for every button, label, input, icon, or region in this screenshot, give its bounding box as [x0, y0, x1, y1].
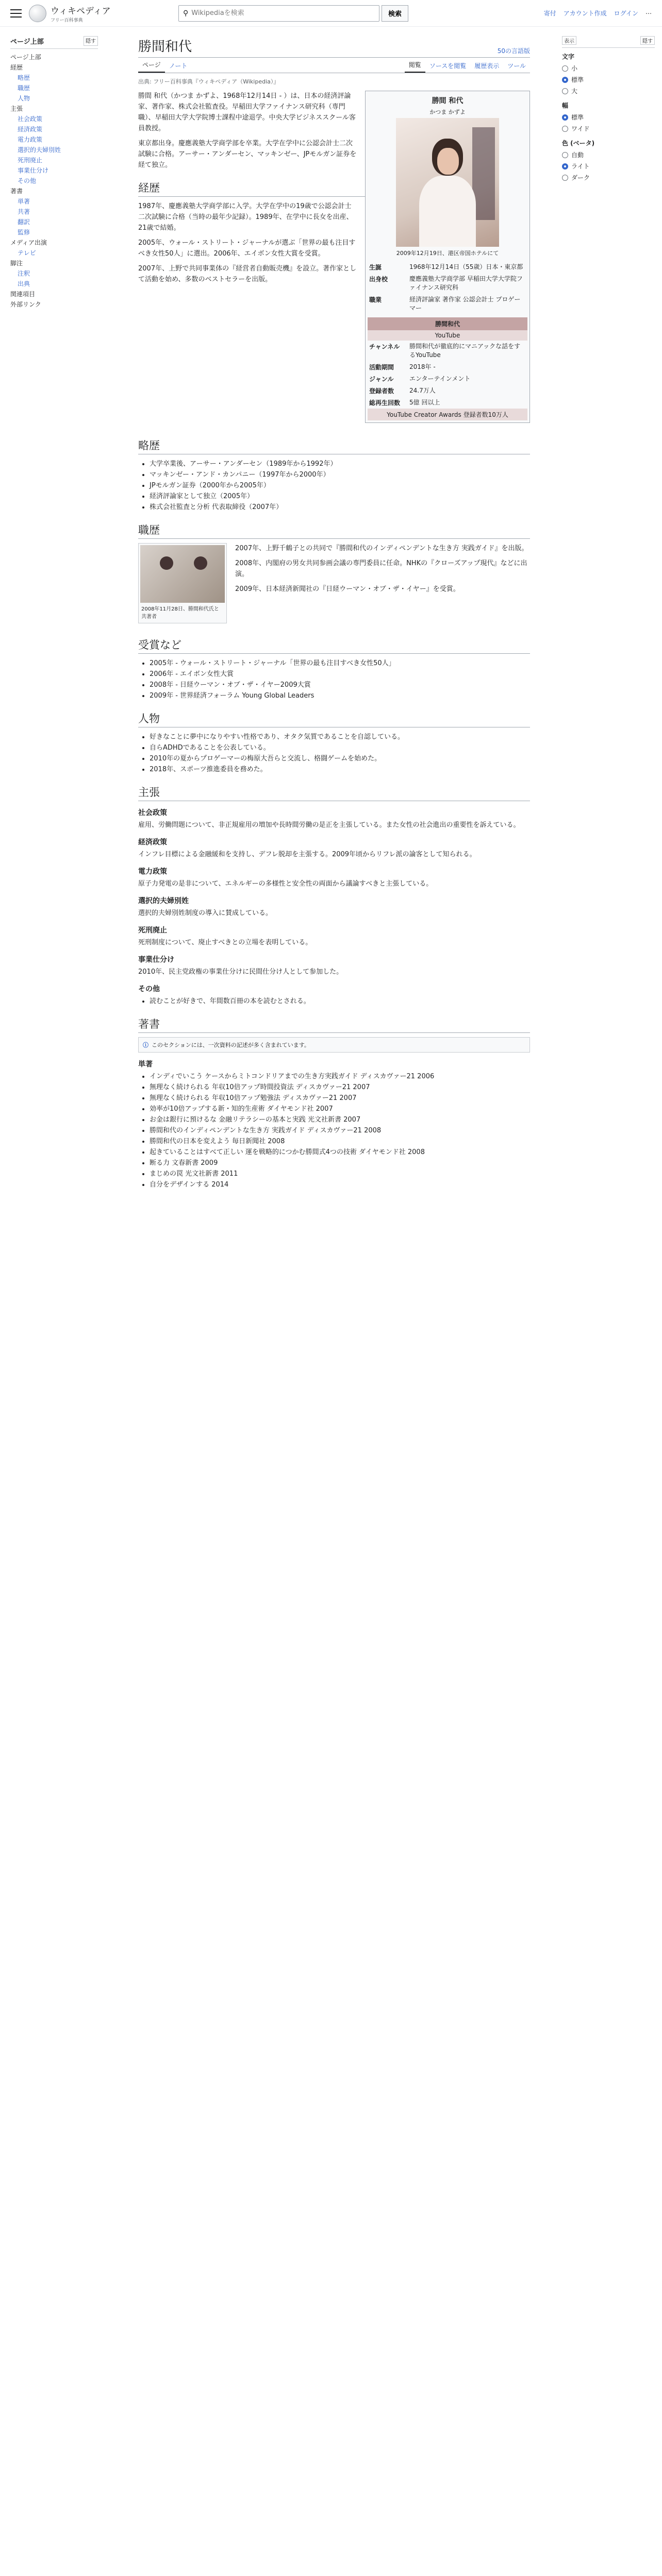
toc-item	[10, 62, 98, 73]
toc-link[interactable]: 関連項目	[10, 291, 36, 298]
option-label: 標準	[571, 114, 584, 121]
toc-item	[10, 93, 98, 104]
list-item: • JPモルガン証券（2000年から2005年）	[150, 480, 530, 491]
subsection-heading: その他	[138, 985, 160, 993]
radio-icon[interactable]	[562, 163, 568, 170]
section-heading: 略歴	[138, 437, 530, 454]
subsection-heading: 社会政策	[138, 809, 167, 817]
toc-link[interactable]: メディア出演	[10, 239, 47, 246]
infobox-row	[368, 341, 527, 361]
paragraph: 選択的夫婦別姓制度の導入に賛成している。	[138, 909, 273, 917]
infobox-label: 生誕	[369, 264, 382, 271]
list-item: • 2008年 - 日経ウーマン・オブ・ザ・イヤー2009大賞	[150, 680, 530, 690]
infobox-name: 勝間 和代	[432, 97, 464, 105]
list-item: • 効率が10倍アップする新・知的生産術 ダイヤモンド社 2007	[150, 1104, 530, 1114]
toc-item	[10, 248, 98, 258]
toc-link[interactable]: 電力政策	[18, 136, 43, 143]
infobox-label: 活動期間	[369, 364, 394, 371]
toc-item	[10, 52, 98, 62]
search-input[interactable]	[191, 9, 375, 17]
section-heading: 経歴	[138, 180, 530, 197]
infobox-row	[368, 273, 527, 294]
infobox-value: 経済評論家 著作家 公認会計士 プロゲーマー	[409, 296, 521, 312]
radio-icon[interactable]	[562, 152, 568, 158]
list-item: • 株式会社監査と分析 代表取締役（2007年）	[150, 502, 530, 513]
infobox-value: 5億 回以上	[409, 399, 440, 406]
toc-link[interactable]: 事業仕分け	[18, 167, 49, 174]
wordmark: ウィキペディア	[51, 6, 111, 16]
list-item: • 経済評論家として独立（2005年）	[150, 491, 530, 502]
infobox-value: 勝間和代が徹底的にマニアックな話をするYouTube	[409, 343, 521, 359]
toc-item	[10, 186, 98, 196]
toc-link[interactable]: 注釈	[18, 270, 30, 277]
list-item: • インディでいこう ケースからミトコンドリアまでの生き方実践ガイド ディスカヴァー21 2006	[150, 1071, 530, 1082]
option-label: 大	[571, 88, 578, 95]
paragraph: 2009年、日本経済新聞社の『日経ウーマン・オブ・ザ・イヤー』を受賞。	[235, 585, 460, 593]
toc-link[interactable]: ページ上部	[10, 54, 41, 61]
radio-icon[interactable]	[562, 126, 568, 132]
youtube-subheader: YouTube	[368, 330, 527, 341]
toc-item	[10, 196, 98, 207]
radio-icon[interactable]	[562, 65, 568, 72]
list-item: • 起きていることはすべて正しい 運を戦略的につかむ勝間式4つの技術 ダイヤモンド社 2008	[150, 1147, 530, 1158]
toc-item	[10, 73, 98, 83]
option-label: ライト	[571, 163, 590, 170]
site-logo[interactable]	[29, 4, 158, 23]
menu-icon[interactable]	[10, 9, 22, 18]
tagline: フリー百科事典	[51, 18, 83, 23]
list-item: • 2010年の夏からプロゲーマーの梅原大吾らと交流し、格闘ゲームを始めた。	[150, 753, 530, 764]
toc-item	[10, 268, 98, 279]
source-note: 出典: フリー百科事典『ウィキペディア（Wikipedia）』	[138, 78, 279, 85]
subsection-heading: 死刑廃止	[138, 926, 167, 935]
search-icon: ⚲	[183, 9, 189, 18]
list-item: • 勝間和代の日本を変えよう 毎日新聞社 2008	[150, 1136, 530, 1147]
toc-item	[10, 217, 98, 227]
list-item: • 2005年 - ウォール・ストリート・ジャーナル「世界の最も注目すべき女性50人」	[150, 658, 530, 669]
create-account-link[interactable]: アカウント作成	[563, 10, 607, 17]
infobox-value: エンターテインメント	[409, 375, 471, 382]
list-item: • 2009年 - 世界経済フォーラム Young Global Leaders	[150, 690, 530, 701]
list-item: • 2018年、スポーツ推進委員を務めた。	[150, 764, 530, 775]
maintenance-notice	[138, 1037, 530, 1053]
section-heading: 職歴	[138, 522, 530, 539]
infobox-value: 慶應義塾大学商学部 早稲田大学大学院ファイナンス研究科	[409, 275, 523, 291]
toc-link[interactable]: 経歴	[10, 64, 23, 71]
section-heading: 著書	[138, 1016, 530, 1033]
toc-item	[10, 114, 98, 124]
toc-item	[10, 155, 98, 165]
subsection-heading: 経済政策	[138, 838, 167, 846]
toc-link[interactable]: 共著	[18, 208, 30, 215]
toc-item	[10, 145, 98, 155]
toc-link[interactable]: 人物	[18, 95, 30, 102]
toc-item	[10, 289, 98, 299]
tab-read[interactable]: 閲覧	[405, 60, 425, 73]
option-width_opts-1[interactable]	[562, 123, 655, 134]
paragraph: 原子力発電の是非について、エネルギーの多様性と安全性の両面から議論すべきと主張している。	[138, 880, 433, 888]
list-item: • 自らADHDであることを公表している。	[150, 742, 530, 753]
infobox	[365, 91, 530, 423]
list-item: • 無理なく続けられる 年収10倍アップ勉強法 ディスカヴァー21 2007	[150, 1093, 530, 1104]
option-color_opts-2[interactable]	[562, 172, 655, 183]
toc-item	[10, 227, 98, 238]
article	[138, 36, 530, 1194]
list-item: • 無理なく続けられる 年収10倍アップ時間投資法 ディスカヴァー21 2007	[150, 1082, 530, 1093]
list-item: • お金は銀行に預けるな 金融リテラシーの基本と実践 光文社新書 2007	[150, 1114, 530, 1125]
info-icon: ⓘ	[143, 1042, 148, 1048]
infobox-label: ジャンル	[369, 376, 394, 383]
tab-history[interactable]: 履歴表示	[474, 62, 500, 70]
user-links	[544, 9, 652, 18]
toc-item	[10, 279, 98, 289]
infobox-label: チャンネル	[369, 343, 400, 350]
paragraph: 2007年、上野で共同事業体の『経営者自動販売機』を設立。著作家として活動を始め、多数のベストセラーを出版。	[138, 265, 357, 283]
toc-link[interactable]: 翻訳	[18, 218, 30, 226]
infobox-label: 登録者数	[369, 387, 394, 395]
toc-item	[10, 134, 98, 145]
radio-icon[interactable]	[562, 114, 568, 121]
option-text_opts-0[interactable]	[562, 63, 655, 74]
toc-link[interactable]: その他	[18, 177, 37, 184]
option-label: ダーク	[571, 174, 590, 181]
toc-link[interactable]: 監修	[18, 229, 30, 236]
option-text_opts-1[interactable]	[562, 74, 655, 86]
youtube-award: YouTube Creator Awards 登録者数10万人	[368, 409, 527, 420]
language-button[interactable]: 50の言語版	[497, 47, 530, 55]
donate-link[interactable]: 寄付	[543, 10, 556, 17]
toc-link[interactable]: 脚注	[10, 260, 23, 267]
globe-icon	[29, 5, 46, 22]
paragraph: 2008年、内閣府の男女共同参画会議の専門委員に任命。NHKの『クローズアップ現代』などに出演。	[235, 560, 527, 578]
option-label: ワイド	[571, 125, 590, 132]
toc-link[interactable]: 出典	[18, 280, 30, 287]
toc-link[interactable]: 単著	[18, 198, 30, 205]
lead-paragraph: 勝間 和代（かつま かずよ、1968年12月14日 - ）は、日本の経済評論家、著作家、株式会社監査役。早稲田大学ファイナンス研究科（専門職）、早稲田大学大学院博士課程中途退学。中央大学ビジネススクール客員教授。	[138, 92, 356, 132]
list-item: • 自分をデザインする 2014	[150, 1179, 530, 1190]
lead-paragraph: 東京都出身。慶應義塾大学商学部を卒業。大学在学中に公認会計士二次試験に合格。アーサー・アンダーセン、マッキンゼー、JPモルガン証券を経て独立。	[138, 140, 357, 169]
toc-item	[10, 124, 98, 134]
page-tabs	[138, 58, 530, 73]
tab-talk[interactable]: ノート	[169, 62, 188, 70]
toc-link[interactable]: 死刑廃止	[18, 157, 43, 164]
toc-item	[10, 258, 98, 268]
tab-view-source[interactable]: ソースを閲覧	[429, 62, 467, 70]
infobox-label: 出身校	[369, 276, 388, 283]
list-item: • まじめの罠 光文社新書 2011	[150, 1168, 530, 1179]
toc-link[interactable]: 社会政策	[18, 115, 43, 123]
panel-title: 表示	[562, 36, 576, 45]
toc-item	[10, 104, 98, 114]
option-text_opts-2[interactable]	[562, 86, 655, 97]
color-label: 色 (ベータ)	[562, 140, 595, 147]
text-size-label: 文字	[562, 53, 575, 60]
paragraph: 死刑制度について、廃止すべきとの立場を表明している。	[138, 939, 312, 946]
toc-link[interactable]: 外部リンク	[10, 301, 41, 308]
thumbnail-figure[interactable]	[138, 543, 227, 623]
section-heading: 人物	[138, 710, 530, 727]
tab-page[interactable]: ページ	[138, 60, 165, 73]
list-item: • 2006年 - エイボン女性大賞	[150, 669, 530, 680]
toc-link[interactable]: 職歴	[18, 84, 30, 92]
list-item: • 大学卒業後、アーサー・アンダーセン（1989年から1992年）	[150, 459, 530, 469]
top-bar	[0, 0, 662, 27]
infobox-row	[368, 397, 527, 409]
toc-link[interactable]: 著書	[10, 188, 23, 195]
option-color_opts-0[interactable]	[562, 149, 655, 161]
toc-link[interactable]: 選択的夫婦別姓	[18, 146, 61, 154]
toc-item	[10, 238, 98, 248]
paragraph: 雇用、労働問題について、非正規雇用の増加や長時間労働の是正を主張している。また女性の社会進出の重要性を訴えている。	[138, 821, 520, 829]
list-item: • 勝間和代のインディペンデントな生き方 実践ガイド ディスカヴァー21 2008	[150, 1125, 530, 1136]
infobox-label: 総再生回数	[369, 399, 401, 406]
subsection-heading: 選択的夫婦別姓	[138, 897, 189, 905]
option-width_opts-0[interactable]	[562, 112, 655, 123]
list-item: • マッキンゼー・アンド・カンパニー（1997年から2000年）	[150, 469, 530, 480]
infobox-row	[368, 294, 527, 314]
option-label: 自動	[571, 151, 584, 159]
toc-link[interactable]: 主張	[10, 105, 23, 112]
paragraph: インフレ目標による金融緩和を支持し、デフレ脱却を主張する。2009年頃からリフレ派の論客として知られる。	[138, 851, 476, 858]
search-button[interactable]: 検索	[382, 5, 408, 22]
list-item: • 好きなことに夢中になりやすい性格であり、オタク気質であることを自認している。	[150, 732, 530, 742]
option-label: 標準	[571, 76, 584, 83]
thumbnail-caption: 2008年11月28日、勝間和代氏と共著者	[141, 606, 219, 620]
toc-link[interactable]: 略歴	[18, 74, 30, 81]
photo-caption: 2009年12月19日、港区帝国ホテルにて	[396, 250, 499, 257]
section-heading: 主張	[138, 784, 530, 801]
toc-link[interactable]: 経済政策	[18, 126, 43, 133]
paragraph: 1987年、慶應義塾大学商学部に入学。大学在学中の19歳で公認会計士二次試験に合格（当時の最年少記録）。1989年、在学中に長女を出産、21歳で結婚。	[138, 202, 353, 232]
infobox-label: 職業	[369, 296, 382, 303]
page-title: 勝間和代	[138, 39, 192, 55]
list-item: • 断る力 文春新書 2009	[150, 1158, 530, 1168]
radio-icon[interactable]	[562, 88, 568, 94]
panel-hide-button[interactable]: 隠す	[640, 36, 655, 45]
paragraph: 2010年、民主党政権の事業仕分けに民間仕分け人として参加した。	[138, 968, 343, 976]
toc-item	[10, 207, 98, 217]
infobox-row	[368, 385, 527, 397]
toc-title: ページ上部	[10, 38, 44, 46]
width-label: 幅	[562, 102, 569, 109]
subsection-heading: 事業仕分け	[138, 956, 174, 964]
youtube-header: 勝間和代	[368, 317, 527, 330]
portrait-photo[interactable]	[396, 118, 499, 247]
infobox-row	[368, 261, 527, 273]
toc-item	[10, 176, 98, 186]
option-label: 小	[571, 65, 578, 72]
toc-hide-button[interactable]: 隠す	[84, 36, 98, 46]
table-of-contents	[10, 36, 98, 310]
search-form	[178, 5, 408, 22]
subsection-heading: 単著	[138, 1060, 153, 1069]
paragraph: 2007年、上野千鶴子との共同で『勝間和代のインディペンデントな生き方 実践ガイド』を出版。	[235, 545, 528, 552]
radio-icon[interactable]	[562, 175, 568, 181]
radio-icon[interactable]	[562, 77, 568, 83]
notice-text: このセクションには、一次資料の記述が多く含まれています。	[152, 1042, 310, 1048]
tab-tools[interactable]: ツール	[507, 62, 526, 70]
infobox-value: 1968年12月14日（55歳）日本・東京都	[409, 263, 523, 270]
infobox-kana: かつま かずよ	[429, 109, 466, 115]
option-color_opts-1[interactable]	[562, 161, 655, 172]
paragraph: 2005年、ウォール・ストリート・ジャーナルが選ぶ「世界の最も注目すべき女性50人」に選出。2006年、エイボン女性大賞を受賞。	[138, 239, 356, 258]
toc-item	[10, 299, 98, 310]
infobox-row	[368, 361, 527, 373]
infobox-value: 2018年 -	[409, 363, 436, 370]
appearance-panel	[562, 36, 655, 183]
login-link[interactable]: ログイン	[614, 10, 638, 17]
toc-item	[10, 83, 98, 93]
infobox-value: 24.7万人	[409, 387, 436, 394]
toc-link[interactable]: テレビ	[18, 249, 36, 257]
infobox-row	[368, 373, 527, 385]
section-heading: 受賞など	[138, 637, 530, 654]
toc-item	[10, 165, 98, 176]
more-icon[interactable]: ⋯	[646, 9, 652, 17]
subsection-heading: 電力政策	[138, 868, 167, 876]
list-item: • 読むことが好きで、年間数百冊の本を読むとされる。	[150, 996, 530, 1007]
